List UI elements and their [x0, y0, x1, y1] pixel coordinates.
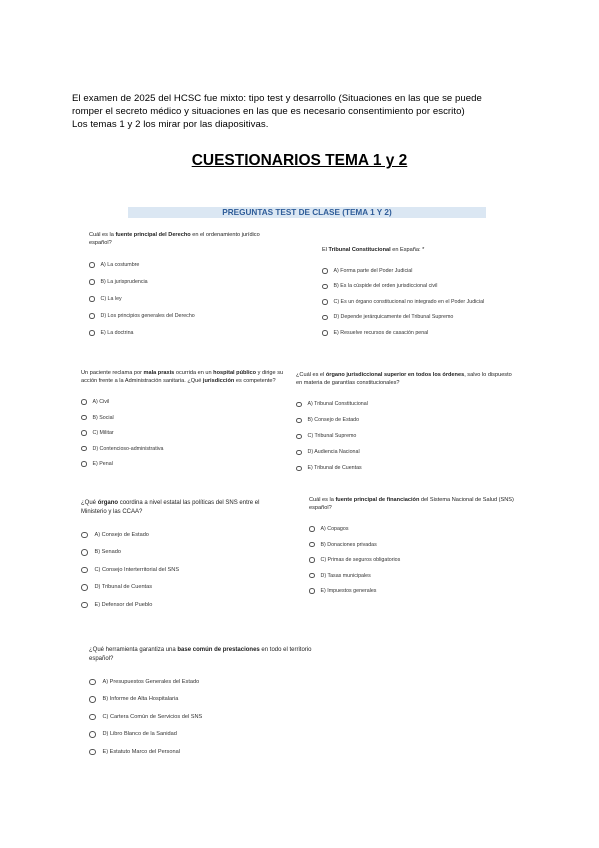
radio-button[interactable] — [81, 399, 87, 405]
radio-button[interactable] — [296, 402, 302, 408]
radio-button[interactable] — [81, 415, 87, 421]
stem-text: en el ordenamiento jurídico español? — [89, 232, 260, 247]
stem-text: es competente? — [234, 378, 276, 385]
answer-option[interactable] — [89, 673, 319, 691]
stem-emphasis: hospital público — [213, 370, 257, 376]
radio-button[interactable] — [322, 315, 328, 321]
question-stem — [89, 231, 274, 247]
answer-option[interactable] — [296, 428, 516, 444]
stem-text: El — [322, 247, 329, 253]
stem-emphasis: Tribunal Constitucional — [328, 247, 391, 253]
option-label: E) Impuestos generales — [320, 588, 377, 595]
radio-button[interactable] — [81, 567, 88, 574]
answer-option[interactable] — [81, 456, 286, 472]
stem-text: ocurrida en un — [174, 370, 214, 376]
option-label: C) Tribunal Supremo — [307, 433, 357, 440]
stem-emphasis: jurisdicción — [202, 378, 235, 385]
question-stem — [322, 246, 512, 254]
option-label: A) La costumbre — [100, 261, 140, 268]
radio-button[interactable] — [89, 330, 95, 336]
option-label: E) Tribunal de Cuentas — [307, 465, 362, 472]
stem-emphasis: fuente principal de financiación — [335, 497, 420, 503]
stem-text: ¿Qué herramienta garantiza una — [89, 647, 178, 653]
answer-option[interactable] — [322, 294, 512, 310]
radio-button[interactable] — [89, 731, 96, 738]
option-label: C) Es un órgano constitucional no integrado en el Poder Judicial — [333, 298, 485, 305]
option-label: E) Penal — [92, 461, 113, 468]
answer-option[interactable] — [81, 410, 286, 426]
answer-option[interactable] — [322, 325, 512, 341]
option-label: E) Estatuto Marco del Personal — [102, 748, 180, 755]
answer-option[interactable] — [322, 310, 512, 326]
answer-option[interactable] — [89, 256, 274, 273]
stem-text: en todo el territorio español? — [89, 647, 312, 662]
stem-text: Un paciente reclama por — [81, 370, 144, 376]
answer-option[interactable] — [296, 412, 516, 428]
intro-paragraph — [72, 92, 532, 132]
stem-emphasis: órgano jurisdiccional superior en todos los órdenes — [325, 372, 465, 378]
answer-option[interactable] — [296, 396, 516, 412]
answer-option[interactable] — [296, 460, 516, 476]
stem-text: y dirige su acción frente a la Administración sanitaria. ¿Qué — [81, 370, 284, 385]
stem-emphasis: órgano — [97, 500, 119, 506]
radio-button[interactable] — [322, 284, 328, 290]
radio-button[interactable] — [81, 549, 88, 556]
option-label: A) Forma parte del Poder Judicial — [333, 267, 413, 274]
answer-option[interactable] — [81, 596, 281, 614]
radio-button[interactable] — [81, 446, 87, 452]
answer-option[interactable] — [89, 290, 274, 307]
option-label: C) Militar — [92, 430, 114, 437]
answer-option[interactable] — [309, 568, 519, 584]
option-label: A) Presupuestos Generales del Estado — [102, 678, 200, 685]
option-label: A) Consejo de Estado — [94, 531, 149, 538]
answer-option[interactable] — [81, 526, 281, 544]
radio-button[interactable] — [89, 679, 96, 686]
answer-option[interactable] — [89, 726, 319, 744]
option-label: E) La doctrina — [100, 329, 134, 336]
answer-option[interactable] — [89, 307, 274, 324]
stem-text: , salvo lo dispuesto en materia de garantías constitucionales? — [296, 372, 512, 387]
question-stem — [309, 496, 519, 512]
radio-button[interactable] — [81, 602, 88, 609]
stem-text: ¿Qué — [81, 500, 98, 506]
stem-emphasis: fuente principal del Derecho — [115, 232, 191, 238]
intro-line-3: Los temas 1 y 2 los mirar por las diapositivas. — [72, 119, 269, 131]
stem-text: del Sistema Nacional de Salud (SNS) español? — [309, 497, 514, 512]
question-block — [81, 369, 286, 472]
answer-option[interactable] — [322, 263, 512, 279]
answer-option[interactable] — [89, 324, 274, 341]
option-label: B) Donaciones privadas — [320, 541, 377, 548]
radio-button[interactable] — [322, 268, 328, 274]
question-stem — [89, 646, 319, 664]
radio-button[interactable] — [322, 299, 328, 305]
question-stem — [296, 371, 516, 387]
answer-option[interactable] — [309, 537, 519, 553]
option-label: D) Los principios generales del Derecho — [100, 312, 195, 319]
radio-button[interactable] — [322, 330, 328, 336]
option-label: D) Libro Blanco de la Sanidad — [102, 731, 177, 738]
answer-option[interactable] — [309, 552, 519, 568]
radio-button[interactable] — [309, 526, 315, 532]
stem-text: ¿Cuál es el — [296, 372, 326, 378]
option-label: A) Copagos — [320, 526, 349, 533]
question-block — [89, 646, 319, 761]
questions-banner: PREGUNTAS TEST DE CLASE (TEMA 1 Y 2) — [128, 207, 486, 218]
question-stem — [81, 369, 286, 385]
answer-option[interactable] — [81, 579, 281, 597]
option-label: B) Es la cúspide del orden jurisdiccional civil — [333, 283, 438, 290]
answer-option[interactable] — [89, 743, 319, 761]
option-label: E) Defensor del Pueblo — [94, 601, 153, 608]
option-label: B) Social — [92, 414, 114, 421]
answer-option[interactable] — [89, 691, 319, 709]
answer-option[interactable] — [81, 441, 286, 457]
option-label: C) La ley — [100, 295, 122, 302]
radio-button[interactable] — [296, 466, 302, 472]
option-label: D) Tasas municipales — [320, 572, 371, 579]
radio-button[interactable] — [81, 532, 88, 539]
option-label: D) Depende jerárquicamente del Tribunal Supremo — [333, 314, 454, 321]
option-label: D) Tribunal de Cuentas — [94, 584, 153, 591]
answer-option[interactable] — [309, 583, 519, 599]
answer-option[interactable] — [81, 425, 286, 441]
radio-button[interactable] — [89, 749, 96, 756]
question-block — [322, 246, 512, 341]
option-label: C) Consejo Interterritorial del SNS — [94, 566, 180, 573]
option-label: C) Primas de seguros obligatorios — [320, 557, 401, 564]
answer-option[interactable] — [81, 394, 286, 410]
intro-line-2: romper el secreto médico y situaciones en las que es necesario consentimiento por escrito) — [72, 106, 465, 118]
question-block — [81, 499, 281, 614]
radio-button[interactable] — [89, 296, 95, 302]
option-label: B) La jurisprudencia — [100, 278, 148, 285]
radio-button[interactable] — [89, 696, 96, 703]
radio-button[interactable] — [89, 313, 95, 319]
question-block — [309, 496, 519, 599]
option-label: E) Resuelve recursos de casación penal — [333, 329, 429, 336]
option-label: B) Senado — [94, 549, 121, 556]
radio-button[interactable] — [81, 584, 88, 591]
question-block — [89, 231, 274, 341]
stem-emphasis: base común de prestaciones — [177, 647, 260, 653]
stem-text: coordina a nivel estatal las políticas del SNS entre el Ministerio y las CCAA? — [81, 500, 260, 515]
option-label: C) Cartera Común de Servicios del SNS — [102, 713, 203, 720]
stem-emphasis: mala praxis — [143, 370, 175, 376]
option-label: A) Tribunal Constitucional — [307, 401, 368, 408]
answer-option[interactable] — [81, 544, 281, 562]
answer-option[interactable] — [309, 521, 519, 537]
option-label: B) Consejo de Estado — [307, 417, 360, 424]
radio-button[interactable] — [296, 418, 302, 424]
option-label: B) Informe de Alta Hospitalaria — [102, 696, 179, 703]
stem-text: en España: * — [390, 247, 425, 253]
answer-option[interactable] — [322, 279, 512, 295]
radio-button[interactable] — [89, 279, 95, 285]
radio-button[interactable] — [81, 461, 87, 467]
answer-option[interactable] — [81, 561, 281, 579]
document-title: CUESTIONARIOS TEMA 1 y 2 — [191, 152, 408, 169]
question-stem — [81, 499, 281, 517]
question-block — [296, 371, 516, 476]
answer-option[interactable] — [89, 273, 274, 290]
stem-text: Cuál es la — [89, 232, 116, 238]
radio-button[interactable] — [309, 573, 315, 579]
radio-button[interactable] — [296, 434, 302, 440]
option-label: A) Civil — [92, 399, 110, 406]
option-label: D) Contencioso-administrativa — [92, 445, 164, 452]
answer-option[interactable] — [89, 708, 319, 726]
option-label: D) Audiencia Nacional — [307, 449, 360, 456]
radio-button[interactable] — [309, 542, 315, 548]
radio-button[interactable] — [89, 262, 95, 268]
radio-button[interactable] — [81, 430, 87, 436]
radio-button[interactable] — [89, 714, 96, 721]
radio-button[interactable] — [296, 450, 302, 456]
stem-text: Cuál es la — [309, 497, 336, 503]
radio-button[interactable] — [309, 557, 315, 563]
radio-button[interactable] — [309, 588, 315, 594]
intro-line-1: El examen de 2025 del HCSC fue mixto: tipo test y desarrollo (Situaciones en las que se puede — [72, 93, 482, 104]
answer-option[interactable] — [296, 444, 516, 460]
